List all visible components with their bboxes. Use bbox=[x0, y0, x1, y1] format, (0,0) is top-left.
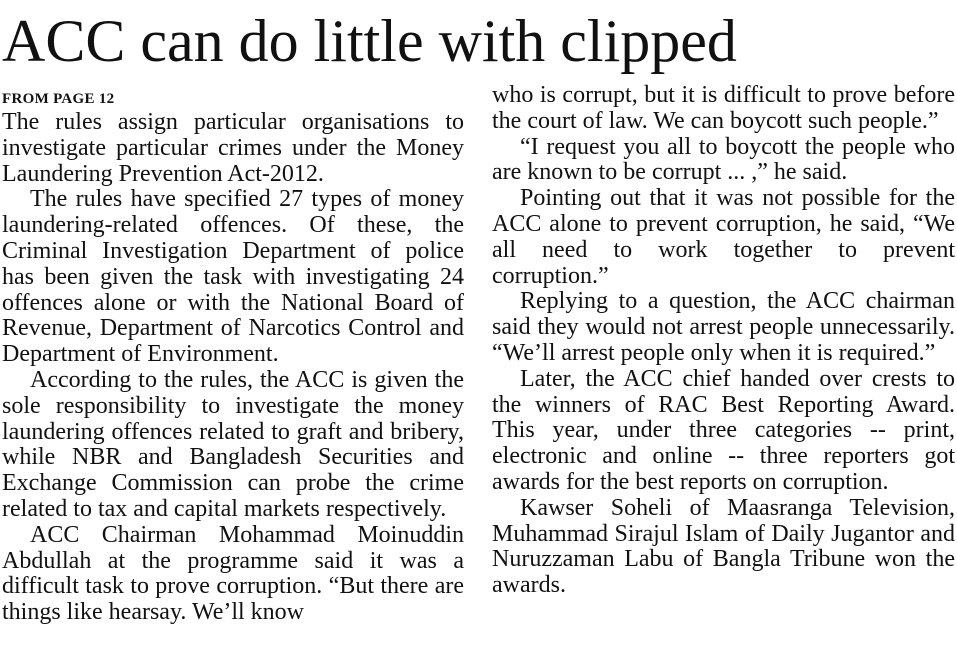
paragraph-6: “I request you all to boycott the people who are known to be corrupt ... ,” he said. bbox=[492, 133, 955, 186]
paragraph-10: Kawser Soheli of Maasranga Television, Muhammad Sirajul Islam of Daily Jugantor and Nuruzzaman Labu of Bangla Tribune won the awards. bbox=[492, 494, 955, 599]
paragraph-1: The rules assign particular organisations to investigate particular crimes under the Money Laundering Prevention Act-2012. bbox=[2, 109, 464, 187]
paragraph-2: The rules have specified 27 types of money laundering-related offences. Of these, the Criminal Investigation Department of police has been given the task with investigating 24 offences alone or with the National Board of Revenue, Department of Narcotics Control and Department of Environment. bbox=[2, 186, 464, 368]
jump-line: FROM PAGE 12 bbox=[2, 91, 115, 107]
article-column-left bbox=[2, 88, 464, 626]
paragraph-5: who is corrupt, but it is difficult to prove before the court of law. We can boycott such people.” bbox=[492, 82, 955, 134]
paragraph-3: According to the rules, the ACC is given the sole responsibility to investigate the money laundering offences related to graft and bribery, while NBR and Bangladesh Securities and Exchange Commission can probe the crime related to tax and capital markets respectively. bbox=[2, 366, 464, 522]
paragraph-9: Later, the ACC chief handed over crests to the winners of RAC Best Reporting Award. This year, under three categories -- print, electronic and online -- three reporters got awards for the best reports on corruption. bbox=[492, 365, 955, 495]
headline: ACC can do little with clipped bbox=[2, 8, 737, 74]
paragraph-8: Replying to a question, the ACC chairman said they would not arrest people unnecessarily. “We’ll arrest people only when it is required.” bbox=[492, 288, 955, 366]
paragraph-4: ACC Chairman Mohammad Moinuddin Abdullah at the programme said it was a difficult task to prove corruption. “But there are things like hearsay. We’ll know bbox=[2, 521, 464, 626]
paragraph-7: Pointing out that it was not possible for the ACC alone to prevent corruption, he said, “We all need to work together to prevent corruption.” bbox=[492, 185, 955, 289]
article-column-right bbox=[492, 83, 955, 599]
